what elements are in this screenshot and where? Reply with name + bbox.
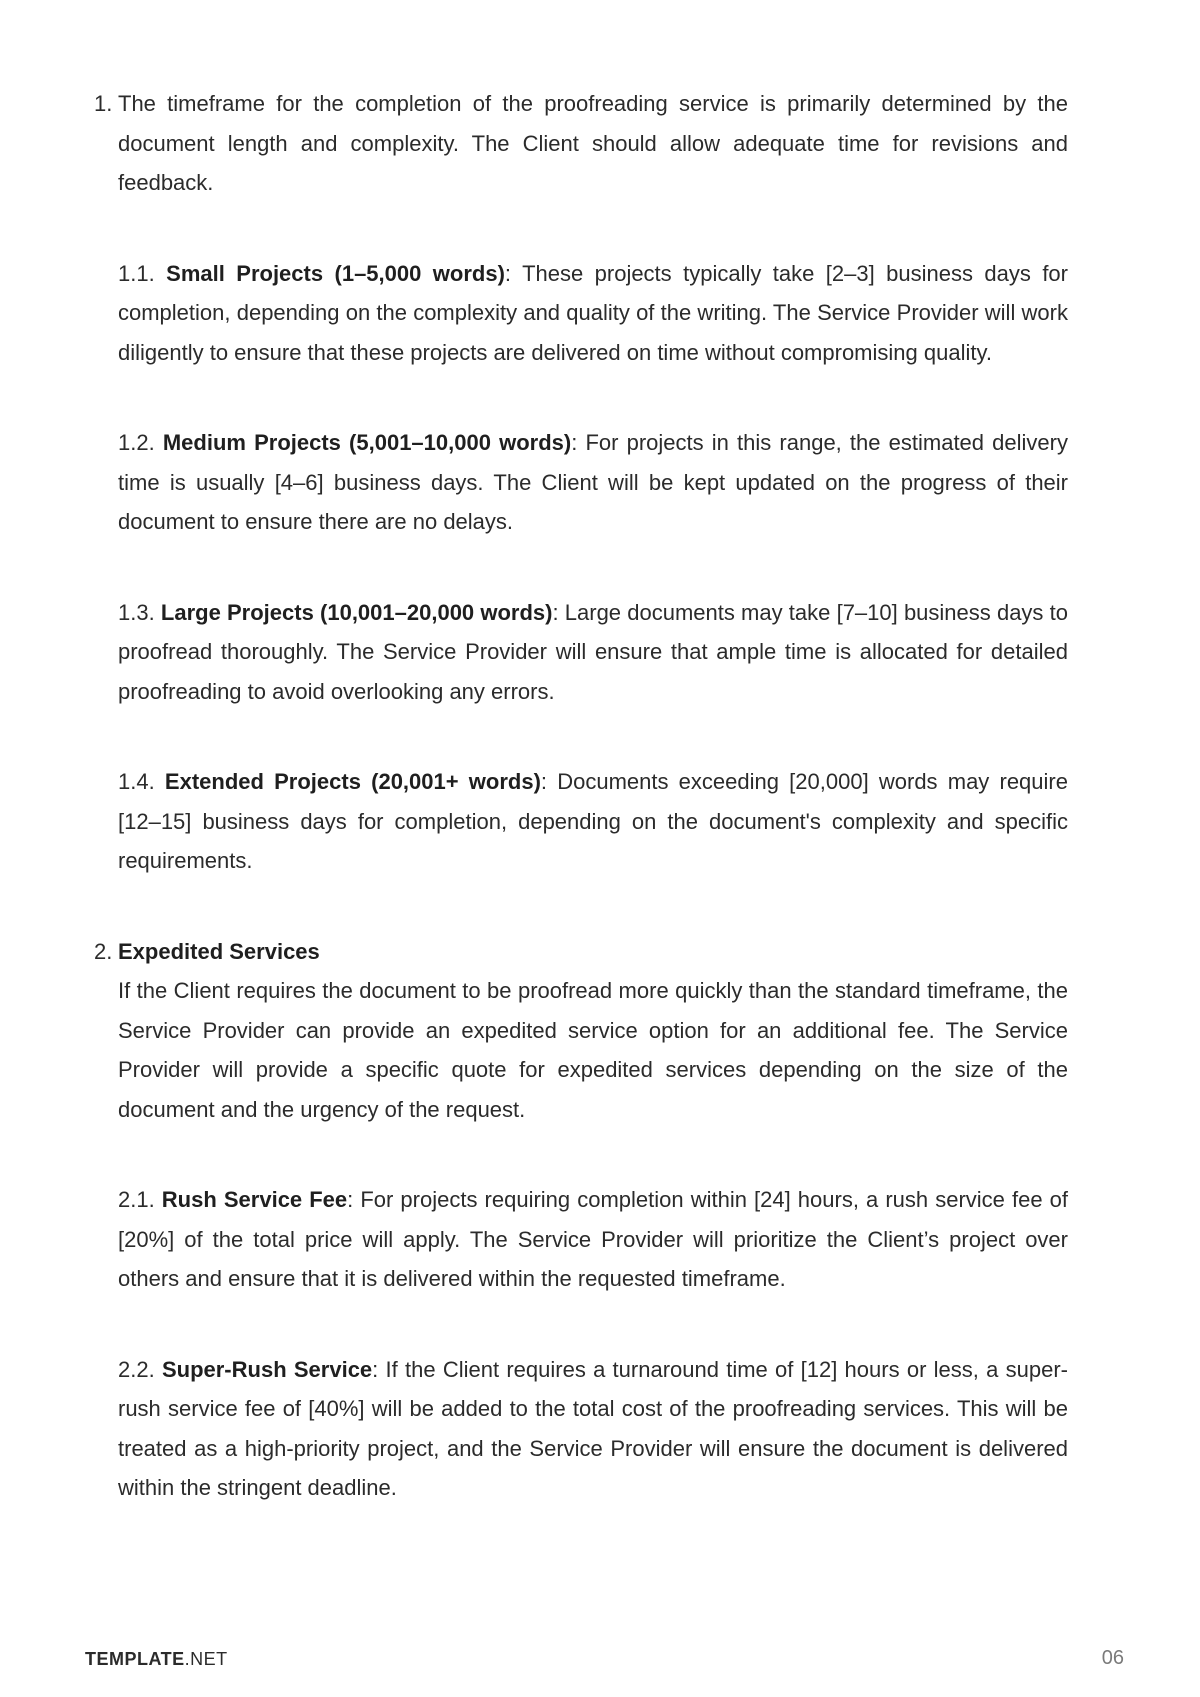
section-1-4: [118, 762, 1068, 881]
section-text: : Documents exceeding [20,000] words may require [12–15] business days for completion, depending on the document's complexity and specific requirements.: [118, 769, 1068, 873]
section-number: 1.: [94, 91, 113, 116]
section-2-2: [118, 1350, 1068, 1508]
section-1-1: [118, 254, 1068, 373]
document-body: [94, 84, 1068, 1508]
section-2: [94, 932, 1068, 1130]
logo-bold-text: TEMPLATE: [85, 1649, 185, 1669]
section-number: 1.3.: [118, 599, 155, 625]
section-number: 2.1.: [118, 1187, 155, 1212]
section-heading: Expedited Services: [118, 938, 320, 964]
section-text: If the Client requires the document to be proofread more quickly than the standard timeframe, the Service Provider can provide an expedited service option for an additional fee. The Service Provider will provide a specific quote for expedited services depending on the size of the document and the urgency of the request.: [118, 978, 1068, 1122]
section-title: Rush Service Fee: [161, 1187, 348, 1212]
section-text: : For projects requiring completion within [24] hours, a rush service fee of [20%] of the total price will apply. The Service Provider will prioritize the Client’s project over others and ensure that it is delivered within the requested timeframe.: [118, 1187, 1068, 1291]
section-text: : If the Client requires a turnaround time of [12] hours or less, a super-rush service fee of [40%] will be added to the total cost of the proofreading services. This will be treated as a high-priority project, and the Service Provider will ensure the document is delivered within the stringent deadline.: [118, 1356, 1068, 1500]
page-number: 06: [1101, 1647, 1124, 1669]
section-title: Small Projects (1–5,000 words): [166, 260, 505, 286]
section-number: 2.: [94, 938, 113, 964]
template-net-logo: [85, 1649, 228, 1670]
section-1-2: [118, 423, 1068, 542]
section-2-1: [118, 1180, 1068, 1299]
section-title: Extended Projects (20,001+ words): [164, 769, 541, 794]
section-text: : These projects typically take [2–3] business days for completion, depending on the complexity and quality of the writing. The Service Provider will work diligently to ensure that these projects are delivered on time without compromising quality.: [118, 260, 1068, 365]
section-1-3: [118, 593, 1068, 712]
section-number: 1.1.: [118, 260, 155, 286]
logo-light-text: .NET: [184, 1649, 228, 1669]
section-number: 2.2.: [118, 1356, 155, 1382]
section-title: Large Projects (10,001–20,000 words): [160, 599, 553, 625]
section-number: 1.4.: [118, 769, 155, 794]
section-text: The timeframe for the completion of the proofreading service is primarily determined by the document length and complexity. The Client should allow adequate time for revisions and feedback.: [118, 91, 1068, 195]
section-text: : For projects in this range, the estimated delivery time is usually [4–6] business days. The Client will be kept updated on the progress of their document to ensure there are no delays.: [118, 430, 1068, 534]
section-text: : Large documents may take [7–10] business days to proofread thoroughly. The Service Provider will ensure that ample time is allocated for detailed proofreading to avoid overlooking any errors.: [118, 599, 1068, 704]
section-title: Medium Projects (5,001–10,000 words): [162, 430, 572, 455]
section-1: [94, 84, 1068, 203]
section-title: Super-Rush Service: [161, 1356, 373, 1382]
section-number: 1.2.: [118, 430, 155, 455]
